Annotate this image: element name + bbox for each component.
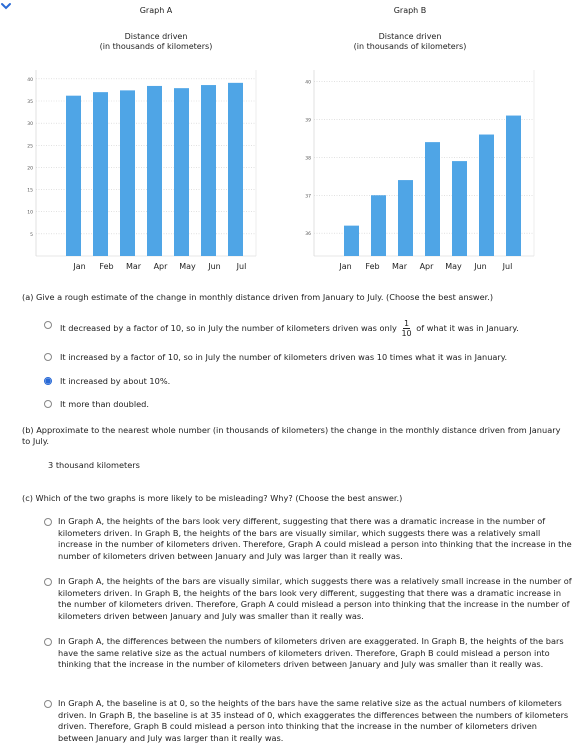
- part-a-option-3-text: It increased by about 10%.: [60, 376, 171, 386]
- graph-a-subtitle-line2: (in thousands of kilometers): [99, 42, 213, 51]
- graph-b-subtitle-line2: (in thousands of kilometers): [353, 42, 467, 51]
- graph-a-plot: [24, 68, 264, 258]
- part-a-option-4[interactable]: [44, 398, 149, 410]
- graph-a-month: Mar: [125, 262, 142, 271]
- part-b-answer: [48, 460, 140, 470]
- part-c-option-3[interactable]: [44, 636, 574, 671]
- graph-b-bar: [452, 161, 467, 256]
- graph-a-y-tick-label: 20: [27, 166, 33, 172]
- graph-a-bar: [66, 96, 81, 256]
- graph-a-y-tick-label: 40: [27, 77, 33, 83]
- graph-a-subtitle: [56, 32, 256, 52]
- graph-a-y-tick-label: 25: [27, 144, 33, 150]
- part-c-option-4[interactable]: [44, 698, 574, 744]
- graph-a-bar: [93, 92, 108, 256]
- graph-b-bar: [344, 226, 359, 256]
- graph-b-title: Graph B: [393, 6, 427, 15]
- radio-button[interactable]: [44, 518, 52, 526]
- graph-b-subtitle: [310, 32, 510, 52]
- graph-a-title: Graph A: [139, 6, 173, 15]
- graph-a-month: Jan: [73, 262, 86, 271]
- part-c-question: (c) Which of the two graphs is more likely to be misleading? Why? (Choose the best answer.): [22, 493, 403, 503]
- radio-button[interactable]: [44, 321, 52, 329]
- radio-button[interactable]: [44, 400, 52, 408]
- option-1-after: of what it was in January.: [416, 323, 519, 333]
- graph-b-y-tick-label: 37: [305, 194, 311, 200]
- graph-a-month: May: [179, 262, 196, 271]
- graph-b-bar: [371, 195, 386, 256]
- graph-a-subtitle-line1: Distance driven: [124, 32, 188, 41]
- part-c-option-3-text: In Graph A, the differences between the numbers of kilometers driven are exaggerated. In Graph B, the heights of the bars have the same relative size as the actual numbers of kilometers driven. Therefore, Graph B could mislead a person into thinking that the increase in the number of kilometers driven between January and July was smaller than it really was.: [58, 636, 564, 669]
- part-b-question: (b) Approximate to the nearest whole number (in thousands of kilometers) the change in the monthly distance driven from January to July.: [22, 425, 561, 446]
- graph-a-month-row: [66, 262, 255, 271]
- part-a-option-1[interactable]: [44, 319, 519, 338]
- part-c-option-2-text: In Graph A, the heights of the bars are visually similar, which suggests there was a relatively small increase in the number of kilometers driven. In Graph B, the heights of the bars look very different, suggesting that there was a dramatic increase in the number of kilometers driven. Therefore, Graph A could mislead a person into thinking that the increase in the number of kilometers driven between January and July was smaller than it really was.: [58, 576, 572, 621]
- graph-a-bar: [120, 90, 135, 256]
- graph-b-bar: [398, 180, 413, 256]
- graph-a-bar: [228, 83, 243, 256]
- graph-a-y-tick-label: 10: [27, 210, 33, 216]
- graph-b-month: Feb: [365, 262, 380, 271]
- graph-a-y-tick-label: 15: [27, 188, 33, 194]
- graph-a-bar: [201, 85, 216, 256]
- fraction-denominator: 10: [401, 329, 412, 338]
- chevron-down-icon[interactable]: [0, 0, 12, 12]
- graph-b-y-tick-label: 40: [305, 80, 311, 86]
- radio-button[interactable]: [44, 578, 52, 586]
- graph-b-month: Mar: [391, 262, 408, 271]
- part-c-option-2[interactable]: [44, 576, 574, 622]
- part-a-option-4-text: It more than doubled.: [60, 399, 149, 409]
- radio-button-selected[interactable]: [44, 377, 52, 385]
- part-a-option-2[interactable]: [44, 351, 507, 363]
- graph-b-month: Jun: [474, 262, 487, 271]
- fraction: [401, 319, 411, 338]
- part-c-option-4-text: In Graph A, the baseline is at 0, so the heights of the bars have the same relative size as the actual numbers of kilometers driven. In Graph B, the baseline is at 35 instead of 0, which exaggerates the differences between the numbers of kilometers driven. Therefore, Graph B could mislead a person into thinking that the increase in the number of kilometers driven between January and July was larger than it really was.: [58, 698, 569, 743]
- graph-b-month-row: [332, 262, 521, 271]
- radio-button[interactable]: [44, 700, 52, 708]
- answer-unit: thousand kilometers: [55, 460, 140, 470]
- graph-b-month: Jan: [339, 262, 352, 271]
- graph-a-y-tick-label: 35: [27, 100, 33, 105]
- graph-a-y-tick-label: 5: [30, 232, 33, 238]
- graph-b-bar: [479, 135, 494, 256]
- graph-b-y-tick-label: 38: [305, 156, 311, 162]
- graph-a-bar: [147, 86, 162, 256]
- radio-button[interactable]: [44, 353, 52, 361]
- part-a-option-2-text: It increased by a factor of 10, so in July the number of kilometers driven was 10 times what it was in January.: [60, 352, 508, 362]
- graph-b-y-tick-label: 39: [305, 118, 311, 124]
- answer-value: 3: [48, 460, 54, 470]
- part-a-option-1-text: [60, 319, 519, 338]
- part-a-option-3[interactable]: [44, 375, 170, 387]
- graph-a-y-tick-label: 30: [27, 122, 33, 128]
- graph-a-month: Feb: [99, 262, 114, 271]
- graph-b-plot: [302, 68, 542, 258]
- graph-b-month: Apr: [419, 262, 434, 271]
- graph-b-month: May: [445, 262, 462, 271]
- graph-a-month: Apr: [153, 262, 168, 271]
- graph-b-y-tick-label: 36: [305, 232, 311, 238]
- graph-b-bar: [425, 142, 440, 256]
- option-1-before: It decreased by a factor of 10, so in July the number of kilometers driven was only: [60, 323, 397, 333]
- graph-b-subtitle-line1: Distance driven: [378, 32, 442, 41]
- graph-b-bar: [506, 116, 521, 256]
- radio-button[interactable]: [44, 638, 52, 646]
- graph-a-month: Jul: [236, 262, 247, 271]
- graph-b-month: Jul: [502, 262, 513, 271]
- graph-a-month: Jun: [208, 262, 221, 271]
- part-a-question: (a) Give a rough estimate of the change in monthly distance driven from January to July. (Choose the best answer.): [22, 292, 494, 302]
- part-c-option-1-text: In Graph A, the heights of the bars look very different, suggesting that there was a dramatic increase in the number of kilometers driven. In Graph B, the heights of the bars are visually similar, which suggests there was a relatively small increase in the number of kilometers driven. Therefore, Graph A could mislead a person into thinking that the increase in the number of kilometers driven between January and July was larger than it really was.: [58, 516, 572, 561]
- fraction-numerator: 1: [404, 319, 410, 328]
- part-c-option-1[interactable]: [44, 516, 574, 562]
- graph-a-bar: [174, 88, 189, 256]
